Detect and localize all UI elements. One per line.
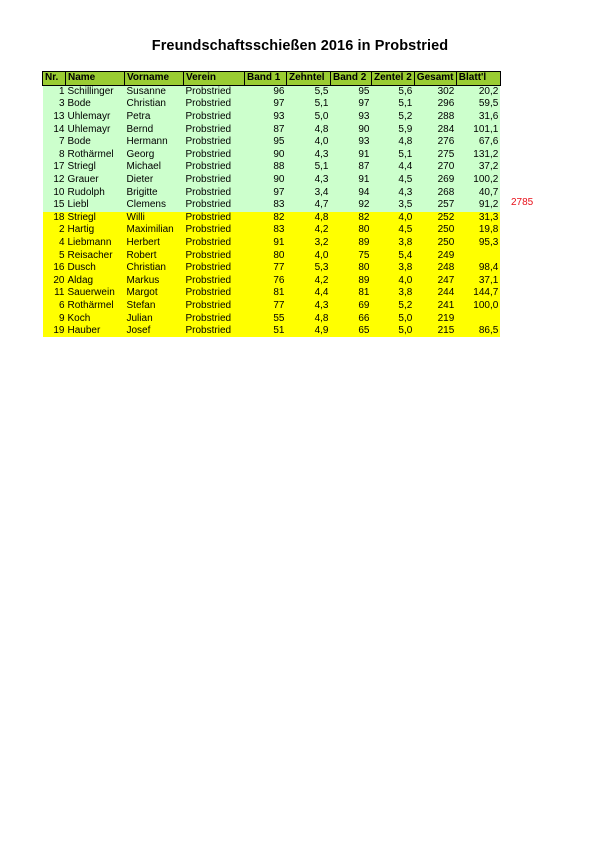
- cell-name: Bode: [66, 136, 125, 149]
- cell-zentel2: 4,5: [372, 174, 415, 187]
- cell-name: Hartig: [66, 224, 125, 237]
- cell-zehntel: 5,0: [287, 111, 331, 124]
- results-table: [42, 71, 501, 337]
- cell-vorname: Markus: [125, 275, 184, 288]
- table-row: [43, 237, 501, 250]
- cell-band1: 80: [245, 249, 287, 262]
- cell-nr: 20: [43, 275, 66, 288]
- cell-band1: 51: [245, 325, 287, 338]
- cell-nr: 4: [43, 237, 66, 250]
- cell-blattl: 67,6: [456, 136, 500, 149]
- cell-band2: 75: [331, 249, 372, 262]
- cell-zehntel: 4,8: [287, 123, 331, 136]
- cell-band2: 97: [331, 98, 372, 111]
- cell-zentel2: 5,1: [372, 98, 415, 111]
- cell-band2: 69: [331, 300, 372, 313]
- cell-band2: 89: [331, 275, 372, 288]
- cell-blattl: 31,3: [456, 212, 500, 225]
- table-row: [43, 262, 501, 275]
- cell-gesamt: 268: [414, 186, 456, 199]
- cell-vorname: Bernd: [125, 123, 184, 136]
- cell-blattl: 101,1: [456, 123, 500, 136]
- cell-zentel2: 4,0: [372, 212, 415, 225]
- cell-nr: 5: [43, 249, 66, 262]
- cell-name: Sauerwein: [66, 287, 125, 300]
- cell-nr: 13: [43, 111, 66, 124]
- cell-band2: 90: [331, 123, 372, 136]
- cell-verein: Probstried: [184, 98, 245, 111]
- cell-zentel2: 4,3: [372, 186, 415, 199]
- cell-name: Grauer: [66, 174, 125, 187]
- cell-zehntel: 5,1: [287, 98, 331, 111]
- column-header: Gesamt: [414, 72, 456, 86]
- cell-nr: 18: [43, 212, 66, 225]
- cell-zentel2: 3,8: [372, 237, 415, 250]
- cell-verein: Probstried: [184, 186, 245, 199]
- cell-gesamt: 276: [414, 136, 456, 149]
- cell-gesamt: 244: [414, 287, 456, 300]
- cell-nr: 19: [43, 325, 66, 338]
- cell-zehntel: 5,3: [287, 262, 331, 275]
- cell-name: Rudolph: [66, 186, 125, 199]
- cell-vorname: Christian: [125, 98, 184, 111]
- cell-nr: 7: [43, 136, 66, 149]
- cell-band1: 88: [245, 161, 287, 174]
- cell-name: Liebmann: [66, 237, 125, 250]
- cell-gesamt: 269: [414, 174, 456, 187]
- column-header: Verein: [184, 72, 245, 86]
- cell-verein: Probstried: [184, 174, 245, 187]
- cell-band1: 77: [245, 300, 287, 313]
- cell-zentel2: 5,0: [372, 312, 415, 325]
- cell-band2: 93: [331, 136, 372, 149]
- cell-band1: 83: [245, 199, 287, 212]
- cell-zentel2: 5,2: [372, 300, 415, 313]
- cell-zehntel: 4,4: [287, 287, 331, 300]
- cell-nr: 17: [43, 161, 66, 174]
- cell-name: Uhlemayr: [66, 111, 125, 124]
- cell-band1: 93: [245, 111, 287, 124]
- cell-vorname: Willi: [125, 212, 184, 225]
- cell-band2: 95: [331, 85, 372, 98]
- cell-zehntel: 4,2: [287, 224, 331, 237]
- cell-blattl: 19,8: [456, 224, 500, 237]
- cell-band2: 87: [331, 161, 372, 174]
- cell-zentel2: 3,8: [372, 287, 415, 300]
- cell-name: Uhlemayr: [66, 123, 125, 136]
- cell-zentel2: 5,4: [372, 249, 415, 262]
- table-header-row: [43, 72, 501, 86]
- cell-gesamt: 275: [414, 149, 456, 162]
- cell-nr: 6: [43, 300, 66, 313]
- cell-band1: 83: [245, 224, 287, 237]
- cell-band1: 76: [245, 275, 287, 288]
- cell-verein: Probstried: [184, 123, 245, 136]
- cell-gesamt: 270: [414, 161, 456, 174]
- cell-band2: 91: [331, 149, 372, 162]
- column-header: Zentel 2: [372, 72, 415, 86]
- cell-zentel2: 4,8: [372, 136, 415, 149]
- cell-gesamt: 288: [414, 111, 456, 124]
- cell-blattl: 91,2: [456, 199, 500, 212]
- cell-gesamt: 302: [414, 85, 456, 98]
- cell-vorname: Petra: [125, 111, 184, 124]
- cell-zehntel: 4,3: [287, 174, 331, 187]
- cell-zentel2: 3,8: [372, 262, 415, 275]
- cell-vorname: Dieter: [125, 174, 184, 187]
- cell-verein: Probstried: [184, 312, 245, 325]
- cell-verein: Probstried: [184, 249, 245, 262]
- cell-zehntel: 4,7: [287, 199, 331, 212]
- cell-band1: 91: [245, 237, 287, 250]
- cell-band1: 77: [245, 262, 287, 275]
- cell-name: Rothärmel: [66, 149, 125, 162]
- column-header: Name: [66, 72, 125, 86]
- cell-gesamt: 296: [414, 98, 456, 111]
- cell-gesamt: 215: [414, 325, 456, 338]
- cell-gesamt: 250: [414, 237, 456, 250]
- column-header: Nr.: [43, 72, 66, 86]
- page-title: Freundschaftsschießen 2016 in Probstried: [151, 38, 449, 54]
- cell-zehntel: 5,5: [287, 85, 331, 98]
- cell-zehntel: 5,1: [287, 161, 331, 174]
- cell-blattl: 37,1: [456, 275, 500, 288]
- cell-verein: Probstried: [184, 149, 245, 162]
- cell-band2: 89: [331, 237, 372, 250]
- column-header: Band 2: [331, 72, 372, 86]
- cell-band1: 97: [245, 186, 287, 199]
- cell-vorname: Michael: [125, 161, 184, 174]
- cell-verein: Probstried: [184, 325, 245, 338]
- cell-verein: Probstried: [184, 224, 245, 237]
- cell-vorname: Stefan: [125, 300, 184, 313]
- column-header: Band 1: [245, 72, 287, 86]
- table-row: [43, 199, 501, 212]
- cell-blattl: 59,5: [456, 98, 500, 111]
- cell-gesamt: 219: [414, 312, 456, 325]
- cell-vorname: Robert: [125, 249, 184, 262]
- cell-zehntel: 4,3: [287, 149, 331, 162]
- cell-name: Hauber: [66, 325, 125, 338]
- cell-blattl: 98,4: [456, 262, 500, 275]
- cell-vorname: Hermann: [125, 136, 184, 149]
- cell-blattl: 100,2: [456, 174, 500, 187]
- cell-zentel2: 3,5: [372, 199, 415, 212]
- cell-nr: 12: [43, 174, 66, 187]
- cell-vorname: Herbert: [125, 237, 184, 250]
- cell-verein: Probstried: [184, 262, 245, 275]
- cell-verein: Probstried: [184, 275, 245, 288]
- cell-name: Koch: [66, 312, 125, 325]
- table-row: [43, 325, 501, 338]
- cell-band1: 55: [245, 312, 287, 325]
- cell-zehntel: 4,2: [287, 275, 331, 288]
- cell-zentel2: 5,1: [372, 149, 415, 162]
- cell-band2: 92: [331, 199, 372, 212]
- cell-verein: Probstried: [184, 237, 245, 250]
- cell-zehntel: 4,9: [287, 325, 331, 338]
- cell-verein: Probstried: [184, 287, 245, 300]
- cell-verein: Probstried: [184, 85, 245, 98]
- cell-band2: 91: [331, 174, 372, 187]
- cell-zentel2: 4,4: [372, 161, 415, 174]
- cell-blattl: 95,3: [456, 237, 500, 250]
- cell-nr: 10: [43, 186, 66, 199]
- table-row: [43, 111, 501, 124]
- cell-gesamt: 250: [414, 224, 456, 237]
- table-row: [43, 186, 501, 199]
- cell-verein: Probstried: [184, 212, 245, 225]
- cell-zentel2: 4,5: [372, 224, 415, 237]
- cell-name: Dusch: [66, 262, 125, 275]
- cell-band1: 90: [245, 149, 287, 162]
- table-row: [43, 224, 501, 237]
- cell-name: Schillinger: [66, 85, 125, 98]
- column-header: Zehntel: [287, 72, 331, 86]
- cell-gesamt: 257: [414, 199, 456, 212]
- cell-zentel2: 5,2: [372, 111, 415, 124]
- cell-vorname: Christian: [125, 262, 184, 275]
- cell-blattl: 100,0: [456, 300, 500, 313]
- cell-zentel2: 5,0: [372, 325, 415, 338]
- table-row: [43, 85, 501, 98]
- cell-blattl: 131,2: [456, 149, 500, 162]
- cell-verein: Probstried: [184, 300, 245, 313]
- table-row: [43, 149, 501, 162]
- cell-blattl: 37,2: [456, 161, 500, 174]
- cell-gesamt: 284: [414, 123, 456, 136]
- table-row: [43, 123, 501, 136]
- cell-band1: 87: [245, 123, 287, 136]
- cell-name: Rothärmel: [66, 300, 125, 313]
- cell-blattl: [456, 312, 500, 325]
- cell-name: Reisacher: [66, 249, 125, 262]
- table-row: [43, 300, 501, 313]
- cell-vorname: Josef: [125, 325, 184, 338]
- cell-zentel2: 5,9: [372, 123, 415, 136]
- cell-blattl: [456, 249, 500, 262]
- cell-name: Striegl: [66, 212, 125, 225]
- cell-band2: 93: [331, 111, 372, 124]
- cell-vorname: Maximilian: [125, 224, 184, 237]
- cell-band2: 81: [331, 287, 372, 300]
- cell-zehntel: 4,8: [287, 212, 331, 225]
- cell-zehntel: 4,8: [287, 312, 331, 325]
- cell-nr: 1: [43, 85, 66, 98]
- cell-zehntel: 4,0: [287, 136, 331, 149]
- cell-nr: 8: [43, 149, 66, 162]
- cell-band1: 96: [245, 85, 287, 98]
- cell-name: Striegl: [66, 161, 125, 174]
- cell-band2: 82: [331, 212, 372, 225]
- cell-band2: 66: [331, 312, 372, 325]
- cell-zehntel: 3,2: [287, 237, 331, 250]
- cell-name: Liebl: [66, 199, 125, 212]
- cell-name: Aldag: [66, 275, 125, 288]
- table-row: [43, 174, 501, 187]
- cell-vorname: Susanne: [125, 85, 184, 98]
- team-total: 2785: [511, 197, 534, 208]
- cell-blattl: 20,2: [456, 85, 500, 98]
- cell-band1: 97: [245, 98, 287, 111]
- cell-vorname: Julian: [125, 312, 184, 325]
- cell-band2: 80: [331, 262, 372, 275]
- cell-verein: Probstried: [184, 136, 245, 149]
- cell-name: Bode: [66, 98, 125, 111]
- cell-nr: 14: [43, 123, 66, 136]
- cell-verein: Probstried: [184, 111, 245, 124]
- cell-verein: Probstried: [184, 199, 245, 212]
- cell-vorname: Margot: [125, 287, 184, 300]
- cell-zehntel: 4,0: [287, 249, 331, 262]
- cell-gesamt: 252: [414, 212, 456, 225]
- cell-zehntel: 4,3: [287, 300, 331, 313]
- cell-zentel2: 4,0: [372, 275, 415, 288]
- column-header: Blatt'l: [456, 72, 500, 86]
- cell-band2: 80: [331, 224, 372, 237]
- cell-nr: 9: [43, 312, 66, 325]
- cell-blattl: 31,6: [456, 111, 500, 124]
- cell-verein: Probstried: [184, 161, 245, 174]
- cell-gesamt: 247: [414, 275, 456, 288]
- cell-zentel2: 5,6: [372, 85, 415, 98]
- cell-blattl: 86,5: [456, 325, 500, 338]
- cell-gesamt: 249: [414, 249, 456, 262]
- cell-gesamt: 241: [414, 300, 456, 313]
- column-header: Vorname: [125, 72, 184, 86]
- cell-band2: 94: [331, 186, 372, 199]
- cell-band1: 95: [245, 136, 287, 149]
- cell-vorname: Clemens: [125, 199, 184, 212]
- cell-vorname: Georg: [125, 149, 184, 162]
- cell-nr: 16: [43, 262, 66, 275]
- cell-gesamt: 248: [414, 262, 456, 275]
- cell-nr: 2: [43, 224, 66, 237]
- table-row: [43, 287, 501, 300]
- cell-vorname: Brigitte: [125, 186, 184, 199]
- table-row: [43, 312, 501, 325]
- table-row: [43, 212, 501, 225]
- table-row: [43, 98, 501, 111]
- cell-nr: 3: [43, 98, 66, 111]
- cell-band1: 90: [245, 174, 287, 187]
- table-row: [43, 161, 501, 174]
- cell-zehntel: 3,4: [287, 186, 331, 199]
- cell-nr: 11: [43, 287, 66, 300]
- cell-nr: 15: [43, 199, 66, 212]
- cell-blattl: 40,7: [456, 186, 500, 199]
- table-row: [43, 275, 501, 288]
- table-row: [43, 249, 501, 262]
- table-row: [43, 136, 501, 149]
- cell-band1: 82: [245, 212, 287, 225]
- cell-blattl: 144,7: [456, 287, 500, 300]
- cell-band2: 65: [331, 325, 372, 338]
- cell-band1: 81: [245, 287, 287, 300]
